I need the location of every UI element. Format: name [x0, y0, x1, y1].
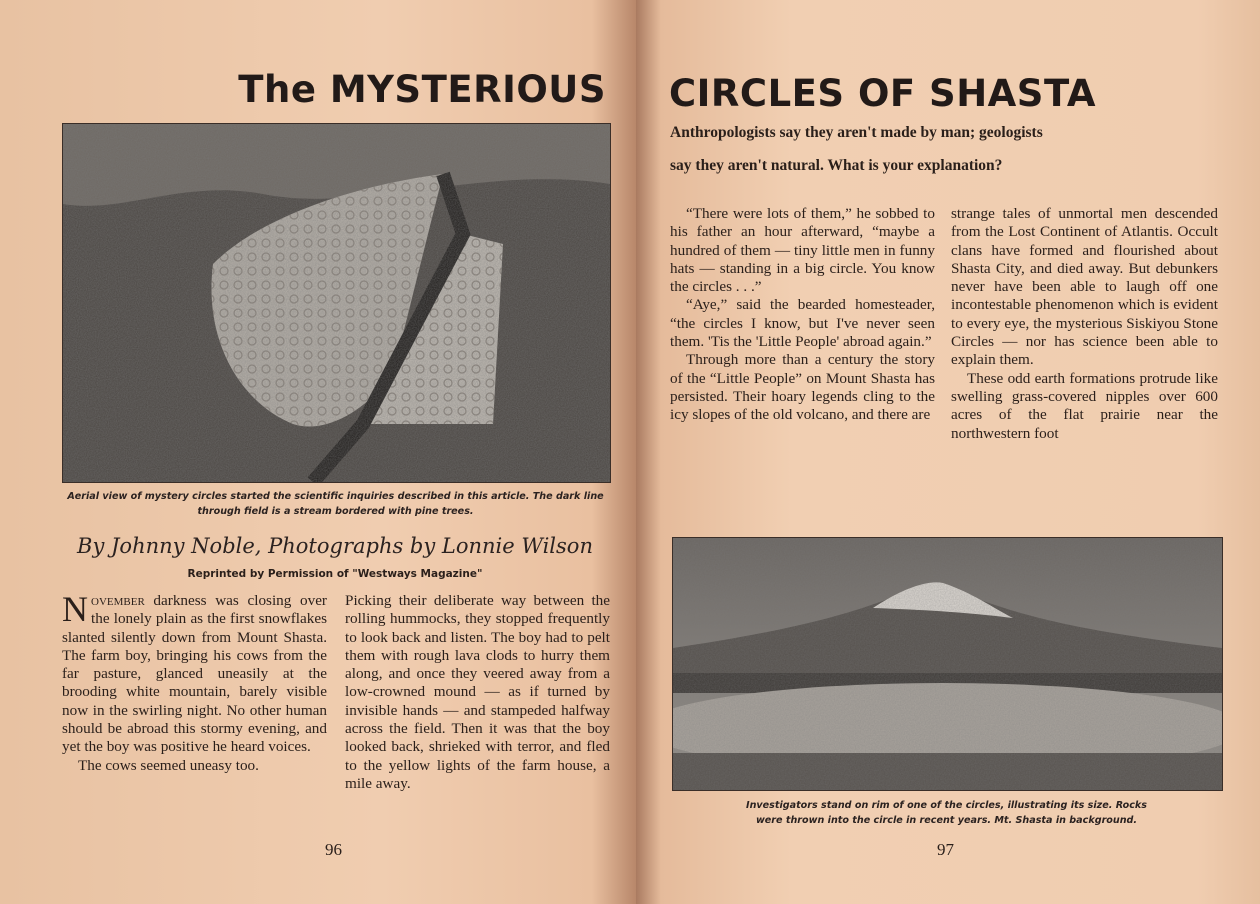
mount-shasta-photo [672, 537, 1223, 791]
shasta-photo-caption [672, 798, 1221, 828]
paragraph: Through more than a century the story of the “Little People” on Mount Shasta has persisted. Their hoary legends cling to the icy slopes of the old volcano, and there are [670, 351, 935, 424]
reprint-note: Reprinted by Permission of "Westways Magazine" [187, 568, 483, 580]
title-right: CIRCLES OF SHASTA [669, 72, 1096, 115]
aerial-photo-caption: Aerial view of mystery circles started the scientific inquiries described in this article. The dark line through field is a stream bordered with pine trees. [67, 491, 604, 517]
caption-line: Investigators stand on rim of one of the circles, illustrating its size. Rocks [746, 800, 1147, 811]
byline: By Johnny Noble, Photographs by Lonnie Wilson [77, 534, 593, 558]
paragraph: strange tales of unmortal men descended from the Lost Continent of Atlantis. Occult clans have formed and flourished about Shasta City, and died away. But debunkers never have been able to laugh off one incontestable phenomenon which is evident to every eye, the mysterious Siskiyou Stone Circles — nor has science been able to explain them. [951, 205, 1218, 369]
subtitle-line-2: say they aren't natural. What is your explanation? [670, 157, 1003, 174]
aerial-photo [62, 123, 611, 483]
left-column-1 [62, 589, 327, 775]
caption-line: were thrown into the circle in recent years. Mt. Shasta in background. [755, 815, 1138, 826]
paragraph: “Aye,” said the bearded homesteader, “the circles I know, but I've never seen them. 'Tis the 'Little People' abroad again.” [670, 296, 935, 351]
paragraph: These odd earth formations protrude like swelling grass-covered nipples over 600 acres of the flat prairie near the northwestern foot [951, 369, 1218, 442]
left-col2-text: Picking their deliberate way between the rolling hummocks, they stopped frequently to look back and listen. The boy had to pelt them with rough lava clods to hurry them along, and once they veered away from a low-crowned mound — as if turned by invisible hands — and stampeded halfway across the field. Then it was that the boy looked back, shrieked with terror, and fled to the yellow lights of the farm house, a mile away. [345, 592, 610, 792]
left-col1-text: darkness was closing over the lonely plain as the first snowflakes slanted silently down from Mount Shasta. The farm boy, bringing his cows from the far pasture, glanced uneasily at the brooding white mountain, barely visible now in the swirling night. No other human should be abroad this stormy evening, and yet the boy was positive he heard voices. [62, 592, 327, 756]
paragraph: “There were lots of them,” he sobbed to his father an hour afterward, “maybe a hundred of them — tiny little men in funny hats — standing in a big circle. You know the circles . . .” [670, 205, 935, 296]
left-col1-text-2: The cows seemed uneasy too. [78, 756, 259, 774]
first-word: ovember [91, 592, 145, 609]
title-left: The MYSTERIOUS [238, 68, 606, 111]
page-number-left: 96 [325, 840, 342, 859]
subtitle-line-1: Anthropologists say they aren't made by man; geologists [670, 124, 1043, 141]
right-column-2 [951, 205, 1218, 443]
drop-cap: N [62, 589, 88, 629]
page-number-right: 97 [937, 840, 954, 859]
left-column-2 [345, 592, 610, 793]
right-column-1 [670, 205, 935, 425]
